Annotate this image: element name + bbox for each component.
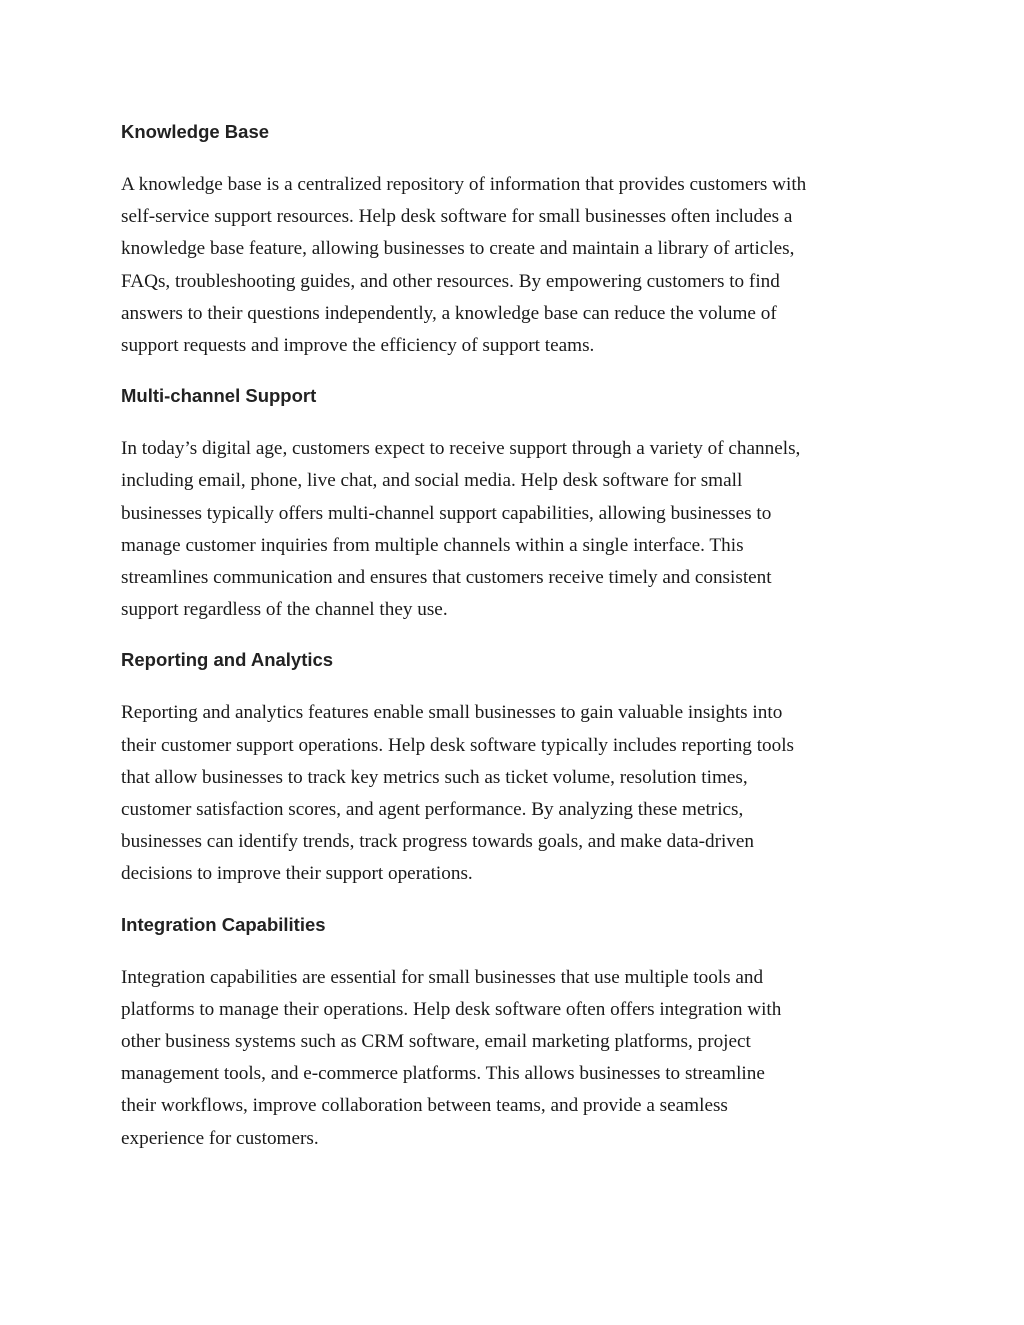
paragraph-line: customer satisfaction scores, and agent performance. By analyzing these metrics, xyxy=(121,799,744,821)
paragraph-line: support regardless of the channel they use. xyxy=(121,599,448,621)
paragraph-line: other business systems such as CRM software, email marketing platforms, project xyxy=(121,1031,751,1053)
paragraph-line: In today’s digital age, customers expect to receive support through a variety of channels, xyxy=(121,438,801,460)
section-heading: Integration Capabilities xyxy=(121,913,326,935)
paragraph-line: businesses typically offers multi-channel support capabilities, allowing businesses to xyxy=(121,502,772,524)
paragraph-line: A knowledge base is a centralized repository of information that provides customers with xyxy=(121,174,807,195)
section-reporting-and-analytics xyxy=(121,646,911,890)
paragraph-line: that allow businesses to track key metrics such as ticket volume, resolution times, xyxy=(121,766,748,788)
section-integration-capabilities xyxy=(121,911,911,1155)
paragraph-line: Integration capabilities are essential for small businesses that use multiple tools and xyxy=(121,966,764,988)
section-multi-channel-support xyxy=(121,382,911,626)
section-knowledge-base xyxy=(121,118,911,362)
paragraph-line: manage customer inquiries from multiple channels within a single interface. This xyxy=(121,534,744,556)
paragraph-line: experience for customers. xyxy=(121,1127,319,1149)
paragraph-line: decisions to improve their support operations. xyxy=(121,863,473,885)
section-heading: Knowledge Base xyxy=(121,121,270,142)
paragraph-line: Reporting and analytics features enable small businesses to gain valuable insights into xyxy=(121,702,783,724)
section-paragraph xyxy=(121,697,911,890)
paragraph-line: answers to their questions independently, a knowledge base can reduce the volume of xyxy=(121,302,777,324)
paragraph-line: including email, phone, live chat, and social media. Help desk software for small xyxy=(121,470,743,492)
paragraph-line: businesses can identify trends, track progress towards goals, and make data-driven xyxy=(121,831,755,853)
document-page xyxy=(121,118,911,1175)
paragraph-line: knowledge base feature, allowing businesses to create and maintain a library of articles, xyxy=(121,238,795,260)
section-heading: Multi-channel Support xyxy=(121,385,317,407)
paragraph-line: management tools, and e-commerce platforms. This allows businesses to streamline xyxy=(121,1063,765,1085)
paragraph-line: FAQs, troubleshooting guides, and other resources. By empowering customers to find xyxy=(121,270,780,292)
section-paragraph xyxy=(121,962,911,1155)
section-paragraph xyxy=(121,433,911,626)
paragraph-line: self-service support resources. Help desk software for small businesses often includes a xyxy=(121,206,793,228)
section-heading: Reporting and Analytics xyxy=(121,649,334,671)
paragraph-line: their workflows, improve collaboration between teams, and provide a seamless xyxy=(121,1095,728,1117)
paragraph-line: support requests and improve the efficiency of support teams. xyxy=(121,335,595,357)
paragraph-line: platforms to manage their operations. Help desk software often offers integration with xyxy=(121,998,782,1020)
paragraph-line: their customer support operations. Help desk software typically includes reporting tools xyxy=(121,734,795,756)
section-paragraph xyxy=(121,169,911,362)
paragraph-line: streamlines communication and ensures that customers receive timely and consistent xyxy=(121,567,772,589)
